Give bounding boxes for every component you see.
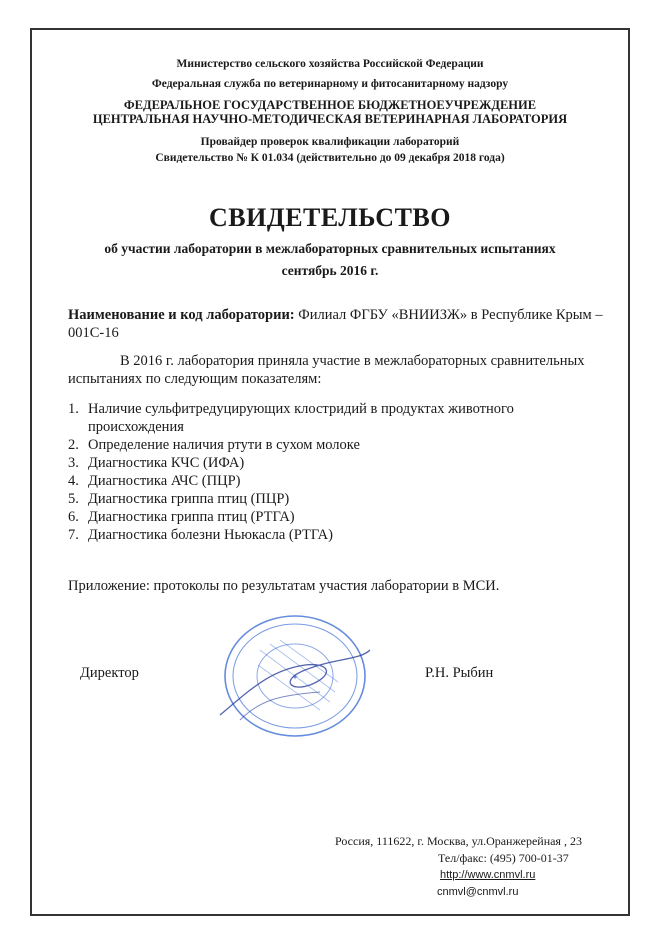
footer-phone: Тел/факс: (495) 700-01-37 [438,851,569,865]
document-title: СВИДЕТЕЛЬСТВО [208,203,451,232]
lab-name-value: Филиал ФГБУ «ВНИИЗЖ» в Республике Крым – 001С-16 [68,307,603,341]
list-item: 7. Диагностика болезни Ньюкасла (РТГА) [68,527,333,543]
list-item: 2. Определение наличия ртути в сухом молоке [68,437,360,453]
service-line: Федеральная служба по ветеринарному и фитосанитарному надзору [151,78,509,90]
list-item: 4. Диагностика АЧС (ПЦР) [68,473,241,489]
lab-name-line [68,306,608,342]
list-item: 3. Диагностика КЧС (ИФА) [68,455,245,471]
list-item: 1. Наличие сульфитредуцирующих клостридий в продуктах животного происхождения [68,401,514,435]
intro-paragraph: В 2016 г. лаборатория приняла участие в межлабораторных сравнительных испытаниях по следующим показателям: [68,353,585,387]
provider-line: Провайдер проверок квалификации лабораторий [200,136,460,148]
document-period: сентябрь 2016 г. [281,263,379,278]
svg-text:✦: ✦ [291,673,299,683]
list-item: 6. Диагностика гриппа птиц (РТГА) [68,509,295,525]
footer-website-link[interactable]: http://www.cnmvl.ru [440,869,536,881]
certificate-ref: Свидетельство № К 01.034 (действительно до 09 декабря 2018 года) [155,152,505,164]
appendix-line: Приложение: протоколы по результатам участия лаборатории в МСИ. [68,578,500,594]
footer-address: Россия, 111622, г. Москва, ул.Оранжерейная , 23 [335,834,582,848]
list-item: 5. Диагностика гриппа птиц (ПЦР) [68,491,290,507]
org-line-2: ЦЕНТРАЛЬНАЯ НАУЧНО-МЕТОДИЧЕСКАЯ ВЕТЕРИНАРНАЯ ЛАБОРАТОРИЯ [92,112,568,126]
footer-email[interactable]: cnmvl@cnmvl.ru [437,886,519,898]
ministry-line: Министерство сельского хозяйства Российской Федерации [176,58,484,70]
indicator-list [68,400,588,544]
director-label: Директор [80,665,139,681]
director-name: Р.Н. Рыбин [425,665,494,681]
lab-name-label: Наименование и код лаборатории: [68,307,295,323]
document-subtitle: об участии лаборатории в межлабораторных сравнительных испытаниях [104,241,556,256]
org-line-1: ФЕДЕРАЛЬНОЕ ГОСУДАРСТВЕННОЕ БЮДЖЕТНОЕУЧРЕЖДЕНИЕ [123,98,537,112]
